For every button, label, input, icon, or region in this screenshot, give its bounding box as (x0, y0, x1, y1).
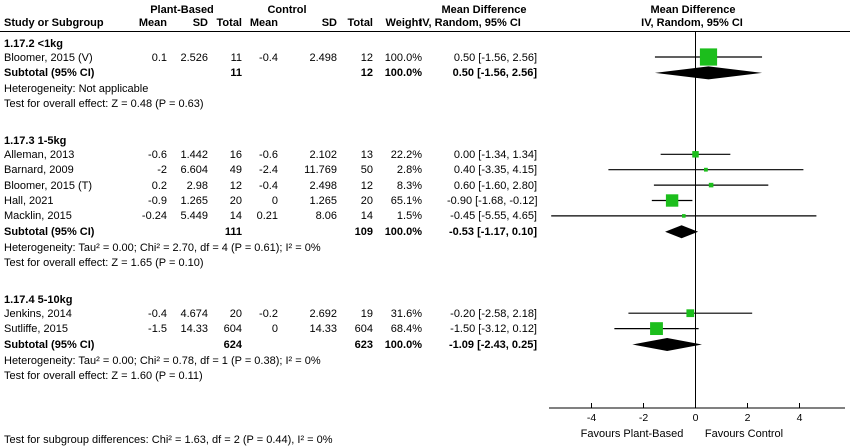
group1-header: Plant-Based (150, 4, 214, 16)
total2-value: 14 (360, 210, 373, 223)
ci-text: 0.00 [-1.34, 1.34] (453, 148, 537, 161)
col-sd1-header: SD (192, 17, 208, 29)
tick-label: 0 (692, 412, 699, 424)
tick-label: 2 (744, 412, 751, 424)
total1-value: 16 (229, 148, 242, 161)
subgroup-title: 1.17.3 1-5kg (4, 134, 67, 147)
weight-value: 68.4% (390, 323, 422, 336)
mean1-value: -1.5 (148, 323, 167, 336)
mean1-value: -0.6 (148, 148, 167, 161)
subtotal-diamond (632, 338, 702, 351)
sd1-value: 1.442 (180, 148, 208, 161)
total2-value: 19 (360, 307, 373, 320)
mean2-value: -0.4 (259, 51, 278, 64)
study-name: Sutliffe, 2015 (4, 323, 69, 336)
heterogeneity-text: Heterogeneity: Not applicable (4, 83, 149, 96)
sd2-value: 2.692 (309, 307, 337, 320)
subtotal-weight: 100.0% (384, 225, 422, 238)
col-weight-header: Weight (385, 17, 422, 29)
study-name: Jenkins, 2014 (4, 307, 72, 320)
subtotal-total1: 624 (223, 338, 242, 351)
mean2-value: -0.4 (259, 179, 278, 192)
ci-text: 0.60 [-1.60, 2.80] (453, 179, 537, 192)
subgroup-title: 1.17.2 <1kg (4, 37, 64, 50)
sd2-value: 11.769 (304, 164, 337, 177)
mean2-value: -0.2 (259, 307, 278, 320)
effect-square (704, 168, 708, 172)
total1-value: 14 (229, 210, 242, 223)
heterogeneity-text: Heterogeneity: Tau² = 0.00; Chi² = 2.70, df = 4 (P = 0.61); I² = 0% (4, 242, 321, 255)
effect-square (692, 151, 698, 157)
sd2-value: 14.33 (309, 323, 337, 336)
md-column-title: Mean Difference (441, 4, 527, 16)
sd1-value: 1.265 (180, 195, 208, 207)
study-name: Alleman, 2013 (4, 148, 75, 161)
mean1-value: -2 (157, 164, 167, 177)
subtotal-label: Subtotal (95% CI) (4, 338, 95, 351)
weight-value: 65.1% (390, 195, 422, 207)
favours-right-label: Favours Control (704, 428, 784, 440)
effect-square (650, 322, 663, 335)
col-mean1-header: Mean (138, 17, 167, 29)
ci-text: -0.20 [-2.58, 2.18] (450, 307, 537, 320)
subtotal-diamond (655, 66, 762, 79)
sd2-value: 2.498 (309, 51, 337, 64)
ci-text: -0.90 [-1.68, -0.12] (447, 195, 538, 207)
plot-title: Mean Difference (650, 4, 736, 16)
mean2-value: 0.21 (256, 210, 278, 223)
total1-value: 12 (229, 179, 242, 192)
ci-text: 0.40 [-3.35, 4.15] (453, 164, 537, 177)
weight-value: 100.0% (384, 51, 422, 64)
weight-value: 22.2% (390, 148, 422, 161)
sd1-value: 2.526 (180, 51, 208, 64)
subtotal-total2: 623 (354, 338, 373, 351)
md-column-subtitle: IV, Random, 95% CI (419, 17, 521, 29)
col-total1-header: Total (216, 17, 242, 29)
sd2-value: 1.265 (309, 195, 337, 207)
study-name: Bloomer, 2015 (V) (4, 51, 93, 64)
weight-value: 2.8% (396, 164, 422, 177)
total2-value: 13 (360, 148, 373, 161)
tick-label: -4 (586, 412, 597, 424)
total2-value: 20 (360, 195, 373, 207)
sd2-value: 2.498 (309, 179, 337, 192)
subtotal-weight: 100.0% (384, 338, 422, 351)
mean1-value: -0.24 (141, 210, 167, 223)
total2-value: 50 (360, 164, 373, 177)
mean1-value: -0.9 (148, 195, 167, 207)
overall-effect-text: Test for overall effect: Z = 1.60 (P = 0.11) (4, 369, 203, 382)
subtotal-total1: 11 (230, 66, 242, 79)
total2-value: 12 (360, 179, 373, 192)
effect-square (709, 183, 714, 188)
total2-value: 12 (360, 51, 373, 64)
study-name: Bloomer, 2015 (T) (4, 179, 93, 192)
tick-label: -2 (638, 412, 649, 424)
effect-square (682, 214, 686, 218)
subgroup-title: 1.17.4 5-10kg (4, 293, 73, 306)
overall-effect-text: Test for overall effect: Z = 0.48 (P = 0.63) (4, 98, 204, 111)
subtotal-ci-text: 0.50 [-1.56, 2.56] (452, 66, 537, 79)
mean1-value: 0.1 (151, 51, 167, 64)
col-study-header: Study or Subgroup (4, 17, 104, 29)
col-sd2-header: SD (321, 17, 337, 29)
group2-header: Control (267, 4, 307, 16)
total1-value: 20 (229, 195, 242, 207)
favours-left-label: Favours Plant-Based (580, 428, 684, 440)
mean1-value: -0.4 (148, 307, 167, 320)
weight-value: 1.5% (396, 210, 422, 223)
sd1-value: 4.674 (180, 307, 208, 320)
sd1-value: 5.449 (180, 210, 208, 223)
subtotal-label: Subtotal (95% CI) (4, 225, 95, 238)
mean2-value: 0 (271, 195, 278, 207)
overall-effect-text: Test for overall effect: Z = 1.65 (P = 0.10) (4, 257, 204, 269)
sd2-value: 2.102 (309, 148, 337, 161)
subtotal-total2: 12 (360, 66, 373, 79)
total1-value: 604 (223, 323, 242, 336)
col-total2-header: Total (347, 17, 373, 29)
study-name: Macklin, 2015 (4, 210, 72, 223)
subtotal-total2: 109 (354, 225, 373, 238)
total1-value: 20 (229, 307, 242, 320)
mean2-value: -2.4 (259, 164, 278, 177)
subtotal-total1: 111 (224, 225, 242, 238)
effect-square (686, 309, 694, 317)
subtotal-label: Subtotal (95% CI) (4, 66, 95, 79)
sd1-value: 6.604 (180, 164, 208, 177)
effect-square (700, 48, 717, 65)
total2-value: 604 (354, 323, 373, 336)
total1-value: 49 (229, 164, 242, 177)
subtotal-ci-text: -1.09 [-2.43, 0.25] (448, 338, 537, 351)
weight-value: 31.6% (390, 307, 422, 320)
col-mean2-header: Mean (249, 17, 278, 29)
study-name: Hall, 2021 (4, 195, 54, 207)
plot-subtitle: IV, Random, 95% CI (641, 17, 743, 29)
mean2-value: 0 (271, 323, 278, 336)
sd1-value: 2.98 (186, 179, 208, 192)
sd2-value: 8.06 (315, 210, 337, 223)
ci-text: 0.50 [-1.56, 2.56] (453, 51, 537, 64)
ci-text: -0.45 [-5.55, 4.65] (450, 210, 537, 223)
tick-label: 4 (796, 412, 803, 424)
subtotal-diamond (665, 225, 698, 238)
subgroup-difference-test: Test for subgroup differences: Chi² = 1.63, df = 2 (P = 0.44), I² = 0% (4, 434, 333, 446)
mean1-value: 0.2 (151, 179, 167, 192)
study-name: Barnard, 2009 (4, 164, 74, 177)
subtotal-weight: 100.0% (384, 66, 422, 79)
effect-square (666, 194, 678, 206)
total1-value: 11 (230, 51, 242, 64)
subtotal-ci-text: -0.53 [-1.17, 0.10] (448, 225, 537, 238)
mean2-value: -0.6 (259, 148, 278, 161)
ci-text: -1.50 [-3.12, 0.12] (450, 323, 537, 336)
weight-value: 8.3% (396, 179, 422, 192)
sd1-value: 14.33 (180, 323, 208, 336)
heterogeneity-text: Heterogeneity: Tau² = 0.00; Chi² = 0.78, df = 1 (P = 0.38); I² = 0% (4, 355, 321, 367)
